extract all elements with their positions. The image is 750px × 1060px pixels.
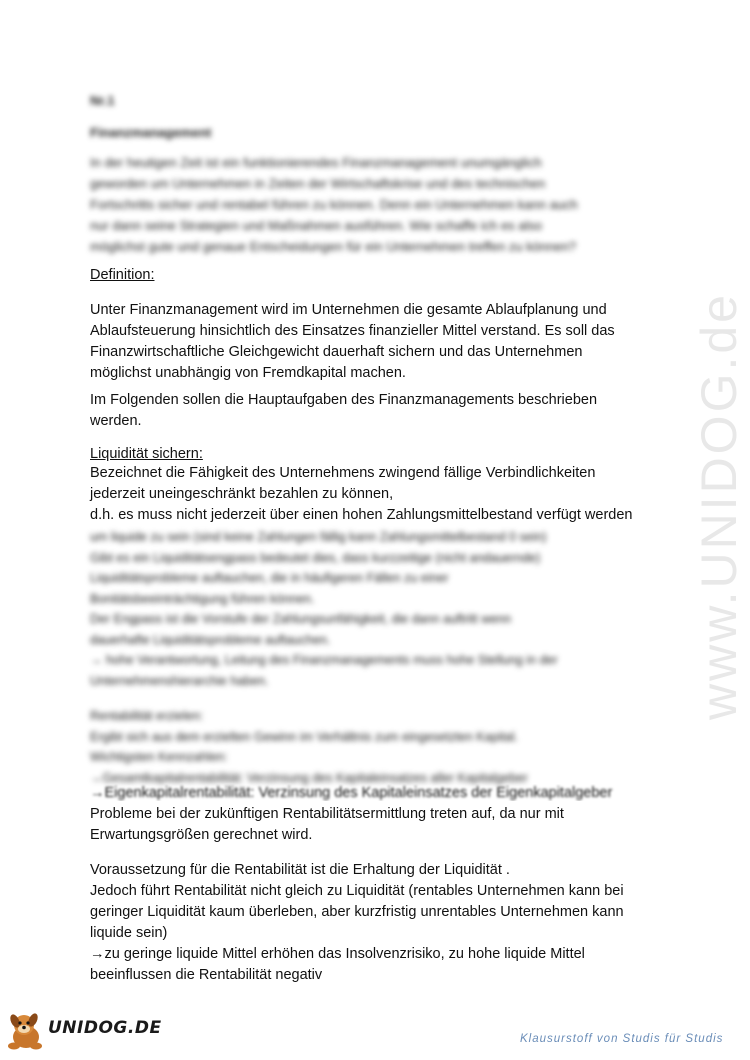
unidog-logo <box>2 1010 162 1052</box>
prerequisite-paragraph <box>90 860 670 986</box>
dog-mascot-icon <box>2 1010 46 1052</box>
following-line: werden. <box>90 413 142 429</box>
profitability-blurred-line: Ergibt sich aus dem erzielten Gewinn im Verhältnis zum eingesetzten Kapital. <box>90 729 518 744</box>
document-heading: Finanzmanagement <box>90 125 212 140</box>
liquidity-blurred-line: Gibt es ein Liquiditätsengpass bedeutet dies, dass kurzzeitige (nicht andauernde) <box>90 550 541 565</box>
following-line: Im Folgenden sollen die Hauptaufgaben des Finanzmanagements beschrieben <box>90 392 598 408</box>
liquidity-line: d.h. es muss nicht jederzeit über einen hohen Zahlungsmittelbestand verfügt werden <box>90 507 633 523</box>
footer-tagline: Klausurstoff von Studis für Studis <box>520 1033 724 1045</box>
prerequisite-line: Voraussetzung für die Rentabilität ist die Erhaltung der Liquidität . <box>90 862 510 878</box>
definition-heading: Definition: <box>90 267 155 283</box>
liquidity-heading: Liquidität sichern: <box>90 446 203 462</box>
liquidity-blurred-paragraph <box>90 527 670 691</box>
prerequisite-line: beeinflussen die Rentabilität negativ <box>90 967 323 983</box>
liquidity-blurred-line: Liquiditätsprobleme auftauchen, die in häufigeren Fällen zu einer <box>90 571 449 585</box>
liquidity-line: Bezeichnet die Fähigkeit des Unternehmens zwingend fällige Verbindlichkeiten <box>90 465 596 481</box>
liquidity-blurred-line: dauerhafte Liquiditätsprobleme auftauchen. <box>90 632 331 647</box>
definition-line: möglichst unabhängig von Fremdkapital machen. <box>90 365 406 381</box>
definition-line: Finanzwirtschaftliche Gleichgewicht dauerhaft sichern und das Unternehmen <box>90 344 583 360</box>
intro-line: nur dann seine Strategien und Maßnahmen ausführen. Wie schaffe ich es also <box>90 218 543 233</box>
profitability-line: Erwartungsgrößen gerechnet wird. <box>90 827 313 843</box>
definition-paragraph <box>90 300 670 384</box>
prerequisite-line: →zu geringe liquide Mittel erhöhen das Insolvenzrisiko, zu hohe liquide Mittel <box>90 946 585 962</box>
profitability-cut-line-text: →Eigenkapitalrentabilität: Verzinsung des Kapitaleinsatzes der Eigenkapitalgeber <box>90 785 613 801</box>
liquidity-blurred-line: → hohe Verantwortung, Leitung des Finanzmanagements muss hohe Stellung in der <box>90 653 558 667</box>
profitability-blurred-line: Wichtigsten Kennzahlen: <box>90 750 228 764</box>
profitability-paragraph <box>90 804 670 846</box>
intro-line: Fortschritts sicher und rentabel führen zu können. Denn ein Unternehmen kann auch <box>90 197 578 212</box>
intro-line: geworden um Unternehmen in Zeiten der Wirtschaftskrise und des technischen <box>90 176 546 191</box>
liquidity-paragraph <box>90 463 670 526</box>
logo-text: UNIDOG.DE <box>48 1018 162 1038</box>
following-paragraph <box>90 390 670 432</box>
definition-line: Ablaufsteuerung hinsichtlich des Einsatzes finanzieller Mittel verstand. Es soll das <box>90 323 615 339</box>
prerequisite-line: Jedoch führt Rentabilität nicht gleich zu Liquidität (rentables Unternehmen kann bei <box>90 883 624 899</box>
watermark: www.UNIDOG.de <box>691 292 747 720</box>
definition-line: Unter Finanzmanagement wird im Unternehmen die gesamte Ablaufplanung und <box>90 302 607 318</box>
profitability-blurred-paragraph <box>90 706 670 788</box>
intro-line: In der heutigen Zeit ist ein funktionierendes Finanzmanagement unumgänglich <box>90 155 542 170</box>
liquidity-blurred-line: um liquide zu sein (sind keine Zahlungen fällig kann Zahlungsmittelbestand 0 sein) <box>90 530 547 544</box>
liquidity-blurred-line: Der Engpass ist die Vorstufe der Zahlungsunfähigkeit, die dann auftritt wenn <box>90 612 512 626</box>
intro-line: möglichst gute und genaue Entscheidungen für ein Unternehmen treffen zu können? <box>90 239 577 254</box>
profitability-line: Probleme bei der zukünftigen Rentabilitätsermittlung treten auf, da nur mit <box>90 806 564 822</box>
liquidity-blurred-line: Bonitätsbeeinträchtigung führen können. <box>90 591 315 606</box>
prerequisite-line: geringer Liquidität kaum überleben, aber kurzfristig unrentables Unternehmen kann <box>90 904 624 920</box>
profitability-blurred-line: Rentabilität erzielen: <box>90 709 204 723</box>
liquidity-line: jederzeit uneingeschränkt bezahlen zu können, <box>90 486 394 502</box>
liquidity-blurred-line: Unternehmenshierarchie haben. <box>90 673 269 688</box>
profitability-cut-line <box>90 784 670 801</box>
document-number: Nr.1 <box>90 93 115 108</box>
profitability-blurred-line: →Gesamtkapitalrentabilität: Verzinsung des Kapitaleinsatzes aller Kapitalgeber <box>90 770 528 785</box>
prerequisite-line: liquide sein) <box>90 925 168 941</box>
intro-paragraph <box>90 152 670 257</box>
